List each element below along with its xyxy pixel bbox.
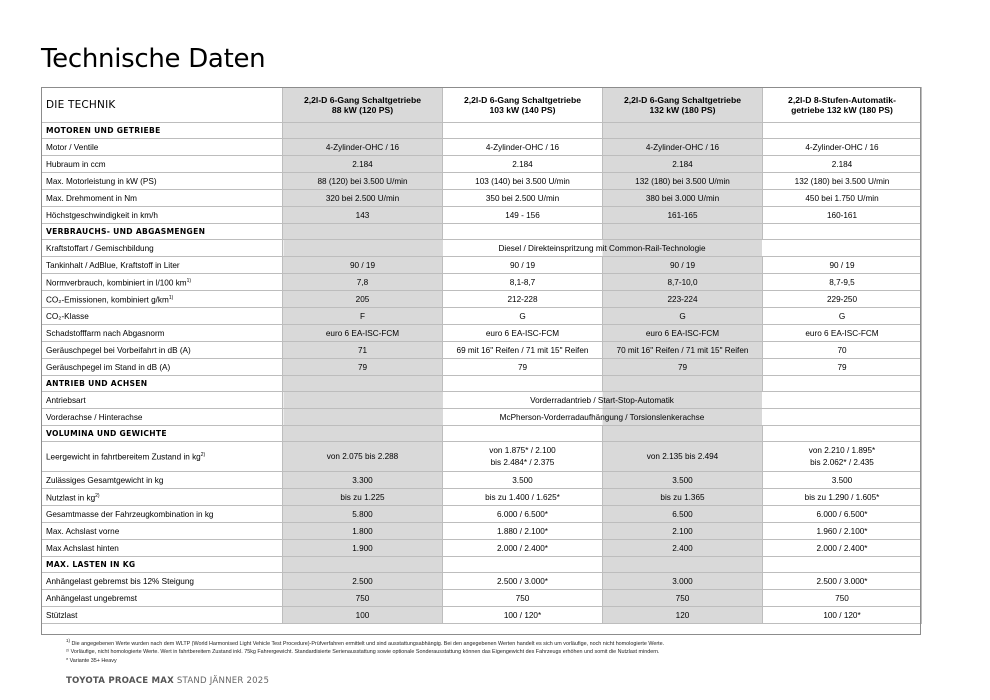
value-cell: 6.000 / 6.500* xyxy=(763,506,922,523)
section-label: VOLUMINA UND GEWICHTE xyxy=(42,426,283,442)
row-label-text: Max. Motorleistung in kW (PS) xyxy=(46,176,157,186)
section-cell xyxy=(443,426,603,442)
value-cell: 7,8 xyxy=(283,274,443,291)
value-cell: 3.500 xyxy=(603,472,763,489)
document-footer xyxy=(66,676,269,686)
table-row xyxy=(42,291,922,308)
section-cell xyxy=(603,557,763,573)
section-cell xyxy=(283,123,443,139)
value-cell: 2.184 xyxy=(443,156,603,173)
row-label-text: Motor / Ventile xyxy=(46,142,99,152)
value-cell: 120 xyxy=(603,607,763,624)
value-cell: G xyxy=(603,308,763,325)
row-label xyxy=(42,156,283,173)
header-col-3-line2: 132 kW (180 PS) xyxy=(649,105,716,115)
value-cell: F xyxy=(283,308,443,325)
table-row xyxy=(42,207,922,224)
value-cell: 100 xyxy=(283,607,443,624)
section-cell xyxy=(603,224,763,240)
value-cell: 2.500 / 3.000* xyxy=(763,573,922,590)
table-row xyxy=(42,523,922,540)
section-cell xyxy=(443,123,603,139)
section-row xyxy=(42,426,922,442)
footnotes xyxy=(66,637,926,666)
spec-table xyxy=(41,87,922,624)
header-col-4-line1: 2,2l-D 8-Stufen-Automatik- xyxy=(788,95,896,105)
value-cell: 5.800 xyxy=(283,506,443,523)
header-col-2-line1: 2,2l-D 6-Gang Schaltgetriebe xyxy=(463,95,581,105)
value-cell: 100 / 120* xyxy=(763,607,922,624)
value-cell: 205 xyxy=(283,291,443,308)
value-cell: 90 / 19 xyxy=(603,257,763,274)
value-cell: 229-250 xyxy=(763,291,922,308)
table-row xyxy=(42,173,922,190)
spanned-value-cell: Vorderradantrieb / Start-Stop-Automatik xyxy=(283,392,922,409)
value-line: bis 2.484* / 2.375 xyxy=(490,457,555,467)
section-cell xyxy=(283,557,443,573)
value-cell: 1.960 / 2.100* xyxy=(763,523,922,540)
value-cell: 90 / 19 xyxy=(283,257,443,274)
row-label xyxy=(42,489,283,506)
value-cell: 3.300 xyxy=(283,472,443,489)
row-label-text: Geräuschpegel im Stand in dB (A) xyxy=(46,362,171,372)
value-cell: 212-228 xyxy=(443,291,603,308)
header-col-1-line1: 2,2l-D 6-Gang Schaltgetriebe xyxy=(303,95,421,105)
section-row xyxy=(42,123,922,139)
value-cell: G xyxy=(443,308,603,325)
value-cell: 79 xyxy=(283,359,443,376)
value-line: von 2.210 / 1.895* xyxy=(808,445,876,455)
row-label-text: Anhängelast ungebremst xyxy=(46,593,138,603)
row-label xyxy=(42,173,283,190)
table-row xyxy=(42,506,922,523)
value-cell: 750 xyxy=(763,590,922,607)
table-row xyxy=(42,274,922,291)
row-label-text: Gesamtmasse der Fahrzeugkombination in kg xyxy=(46,509,214,519)
value-cell: 8,1-8,7 xyxy=(443,274,603,291)
value-cell xyxy=(443,442,603,472)
footnote-2: ²⁾ Vorläufige, nicht homologierte Werte. Wert in fahrtbereitem Zustand inkl. 75kg Fahrergewicht. Standardisierte Serienausstattung sowie optionale Sonderausstattung können das Eigengewicht des Fahrzeugs erhöhen und somit die Nutzlast mindern. xyxy=(66,649,660,656)
row-label xyxy=(42,190,283,207)
value-cell: 2.000 / 2.400* xyxy=(443,540,603,557)
footer-brand: TOYOTA PROACE MAX xyxy=(66,676,174,686)
value-cell xyxy=(763,442,922,472)
value-cell: 71 xyxy=(283,342,443,359)
row-label-text: Max. Drehmoment in Nm xyxy=(46,193,137,203)
table-row xyxy=(42,489,922,506)
section-cell xyxy=(603,426,763,442)
value-cell: 3.500 xyxy=(763,472,922,489)
section-cell xyxy=(763,123,922,139)
header-col-4 xyxy=(763,88,922,123)
row-label-text: Hubraum in ccm xyxy=(46,159,106,169)
row-label-text: Kraftstoffart / Gemischbildung xyxy=(46,243,154,253)
section-label: VERBRAUCHS- UND ABGASMENGEN xyxy=(42,224,283,240)
footnote-3: * Variante 35+ Heavy xyxy=(66,657,117,664)
section-cell xyxy=(763,426,922,442)
value-cell: 223-224 xyxy=(603,291,763,308)
spanned-value-cell: McPherson-Vorderradaufhängung / Torsionslenkerachse xyxy=(283,409,922,426)
value-cell: 4-Zylinder-OHC / 16 xyxy=(283,139,443,156)
row-label-text: CO₂-Klasse xyxy=(46,311,89,321)
table-row xyxy=(42,139,922,156)
footnote-ref: 2) xyxy=(95,492,100,499)
header-col-4-line2: getriebe 132 kW (180 PS) xyxy=(791,105,893,115)
row-label-text: Vorderachse / Hinterachse xyxy=(46,412,143,422)
value-cell: 143 xyxy=(283,207,443,224)
header-col-1 xyxy=(283,88,443,123)
value-cell: 79 xyxy=(763,359,922,376)
section-cell xyxy=(443,557,603,573)
value-cell: 70 xyxy=(763,342,922,359)
row-label-text: CO₂-Emissionen, kombiniert g/km xyxy=(46,295,169,305)
section-cell xyxy=(763,224,922,240)
value-cell: 4-Zylinder-OHC / 16 xyxy=(763,139,922,156)
value-cell: bis zu 1.400 / 1.625* xyxy=(443,489,603,506)
value-cell: 6.500 xyxy=(603,506,763,523)
value-cell: G xyxy=(763,308,922,325)
table-row xyxy=(42,540,922,557)
spanned-value-cell: Diesel / Direkteinspritzung mit Common-Rail-Technologie xyxy=(283,240,922,257)
value-cell: bis zu 1.225 xyxy=(283,489,443,506)
row-label xyxy=(42,523,283,540)
row-label xyxy=(42,257,283,274)
table-row xyxy=(42,308,922,325)
footnote-ref: 2) xyxy=(200,452,206,459)
table-header-row xyxy=(42,88,922,123)
section-cell xyxy=(603,123,763,139)
value-cell: 79 xyxy=(603,359,763,376)
value-cell: 1.880 / 2.100* xyxy=(443,523,603,540)
table-row xyxy=(42,607,922,624)
header-col-3-line1: 2,2l-D 6-Gang Schaltgetriebe xyxy=(623,95,741,105)
row-label xyxy=(42,308,283,325)
value-cell: 1.800 xyxy=(283,523,443,540)
row-label xyxy=(42,342,283,359)
value-cell: 350 bei 2.500 U/min xyxy=(443,190,603,207)
value-cell: 161-165 xyxy=(603,207,763,224)
row-label-text: Antriebsart xyxy=(46,395,86,405)
row-label-text: Höchstgeschwindigkeit in km/h xyxy=(46,210,158,220)
row-label-text: Leergewicht in fahrtbereitem Zustand in kg xyxy=(46,452,201,462)
value-cell: 88 (120) bei 3.500 U/min xyxy=(283,173,443,190)
section-cell xyxy=(763,376,922,392)
row-label-text: Geräuschpegel bei Vorbeifahrt in dB (A) xyxy=(46,345,191,355)
footnote-1-text: Die angegebenen Werte wurden nach dem WLTP (World Harmonised Light Vehicle Test Procedure)-Prüfverfahren ermittelt und sind ausstattungsabhängig. Bei den angegebenen Werten handelt es sich um vorläufige, noch nicht homologierte Werte. xyxy=(71,640,665,647)
section-row xyxy=(42,557,922,573)
section-label: ANTRIEB UND ACHSEN xyxy=(42,376,283,392)
value-cell: 79 xyxy=(443,359,603,376)
row-label xyxy=(42,291,283,308)
row-label xyxy=(42,506,283,523)
row-label-text: Max. Achslast vorne xyxy=(46,526,120,536)
value-cell: 320 bei 2.500 U/min xyxy=(283,190,443,207)
table-row xyxy=(42,156,922,173)
table-row xyxy=(42,590,922,607)
value-cell: 2.500 xyxy=(283,573,443,590)
value-cell: 8,7-9,5 xyxy=(763,274,922,291)
value-cell: 132 (180) bei 3.500 U/min xyxy=(603,173,763,190)
value-cell: 70 mit 16" Reifen / 71 mit 15" Reifen xyxy=(603,342,763,359)
section-label: MAX. LASTEN IN KG xyxy=(42,557,283,573)
row-label xyxy=(42,359,283,376)
section-cell xyxy=(443,224,603,240)
value-cell: 2.184 xyxy=(283,156,443,173)
table-row xyxy=(42,359,922,376)
row-label-text: Zulässiges Gesamtgewicht in kg xyxy=(46,475,164,485)
value-line: von 1.875* / 2.100 xyxy=(489,445,556,455)
header-col-1-line2: 88 kW (120 PS) xyxy=(331,105,394,115)
value-cell: 3.000 xyxy=(603,573,763,590)
value-cell: 450 bei 1.750 U/min xyxy=(763,190,922,207)
value-cell: von 2.135 bis 2.494 xyxy=(603,442,763,472)
page-title: Technische Daten xyxy=(41,44,266,74)
row-label xyxy=(42,590,283,607)
section-cell xyxy=(283,426,443,442)
row-label xyxy=(42,607,283,624)
value-cell: 750 xyxy=(443,590,603,607)
value-cell: 4-Zylinder-OHC / 16 xyxy=(603,139,763,156)
value-cell: 1.900 xyxy=(283,540,443,557)
footnote-ref: 1) xyxy=(186,277,192,284)
table-row xyxy=(42,325,922,342)
value-cell: 103 (140) bei 3.500 U/min xyxy=(443,173,603,190)
footnote-1 xyxy=(66,637,926,648)
value-cell: 160-161 xyxy=(763,207,922,224)
header-col-2-line2: 103 kW (140 PS) xyxy=(489,105,556,115)
value-cell: 90 / 19 xyxy=(763,257,922,274)
row-label-text: Normverbrauch, kombiniert in l/100 km xyxy=(46,278,187,288)
header-col-3 xyxy=(603,88,763,123)
section-cell xyxy=(283,376,443,392)
row-label-text: Nutzlast in kg xyxy=(46,493,96,503)
value-cell: 750 xyxy=(603,590,763,607)
table-row xyxy=(42,409,922,426)
section-cell xyxy=(603,376,763,392)
row-label xyxy=(42,325,283,342)
value-cell: 2.400 xyxy=(603,540,763,557)
row-label xyxy=(42,139,283,156)
row-label xyxy=(42,207,283,224)
row-label xyxy=(42,240,283,257)
value-cell: 132 (180) bei 3.500 U/min xyxy=(763,173,922,190)
value-cell: 2.100 xyxy=(603,523,763,540)
row-label xyxy=(42,472,283,489)
value-cell: 2.500 / 3.000* xyxy=(443,573,603,590)
value-cell: 149 - 156 xyxy=(443,207,603,224)
value-cell: 380 bei 3.000 U/min xyxy=(603,190,763,207)
section-label: MOTOREN UND GETRIEBE xyxy=(42,123,283,139)
row-label xyxy=(42,274,283,291)
row-label xyxy=(42,442,283,472)
value-cell: bis zu 1.365 xyxy=(603,489,763,506)
spec-table-container xyxy=(41,87,921,624)
value-cell: 69 mit 16" Reifen / 71 mit 15" Reifen xyxy=(443,342,603,359)
value-cell: 6.000 / 6.500* xyxy=(443,506,603,523)
table-row xyxy=(42,573,922,590)
value-cell: 3.500 xyxy=(443,472,603,489)
value-line: bis 2.062* / 2.435 xyxy=(810,457,874,467)
value-cell: 750 xyxy=(283,590,443,607)
value-cell: euro 6 EA-ISC-FCM xyxy=(763,325,922,342)
row-label xyxy=(42,392,283,409)
footer-date: STAND JÄNNER 2025 xyxy=(176,676,270,686)
table-row xyxy=(42,240,922,257)
footnote-1-mark: 1) xyxy=(66,638,71,643)
row-label xyxy=(42,573,283,590)
footnote-ref: 1) xyxy=(168,294,174,301)
table-row xyxy=(42,257,922,274)
value-cell: bis zu 1.290 / 1.605* xyxy=(763,489,922,506)
header-col-2 xyxy=(443,88,603,123)
section-cell xyxy=(283,224,443,240)
value-cell: 8,7-10,0 xyxy=(603,274,763,291)
row-label xyxy=(42,540,283,557)
value-cell: von 2.075 bis 2.288 xyxy=(283,442,443,472)
row-label-text: Anhängelast gebremst bis 12% Steigung xyxy=(46,576,194,586)
row-label xyxy=(42,409,283,426)
row-label-text: Max Achslast hinten xyxy=(46,543,119,553)
row-label-text: Schadstofffarm nach Abgasnorm xyxy=(46,328,165,338)
value-cell: 2.184 xyxy=(603,156,763,173)
table-row xyxy=(42,442,922,472)
value-cell: euro 6 EA-ISC-FCM xyxy=(603,325,763,342)
section-cell xyxy=(443,376,603,392)
value-cell: 2.184 xyxy=(763,156,922,173)
section-row xyxy=(42,376,922,392)
value-cell: euro 6 EA-ISC-FCM xyxy=(283,325,443,342)
header-label: DIE TECHNIK xyxy=(42,88,283,123)
value-cell: 90 / 19 xyxy=(443,257,603,274)
section-cell xyxy=(763,557,922,573)
value-cell: 2.000 / 2.400* xyxy=(763,540,922,557)
table-row xyxy=(42,190,922,207)
row-label-text: Tankinhalt / AdBlue, Kraftstoff in Liter xyxy=(46,260,180,270)
value-cell: euro 6 EA-ISC-FCM xyxy=(443,325,603,342)
value-cell: 4-Zylinder-OHC / 16 xyxy=(443,139,603,156)
table-row xyxy=(42,342,922,359)
section-row xyxy=(42,224,922,240)
table-row xyxy=(42,392,922,409)
row-label-text: Stützlast xyxy=(46,610,78,620)
value-cell: 100 / 120* xyxy=(443,607,603,624)
table-row xyxy=(42,472,922,489)
